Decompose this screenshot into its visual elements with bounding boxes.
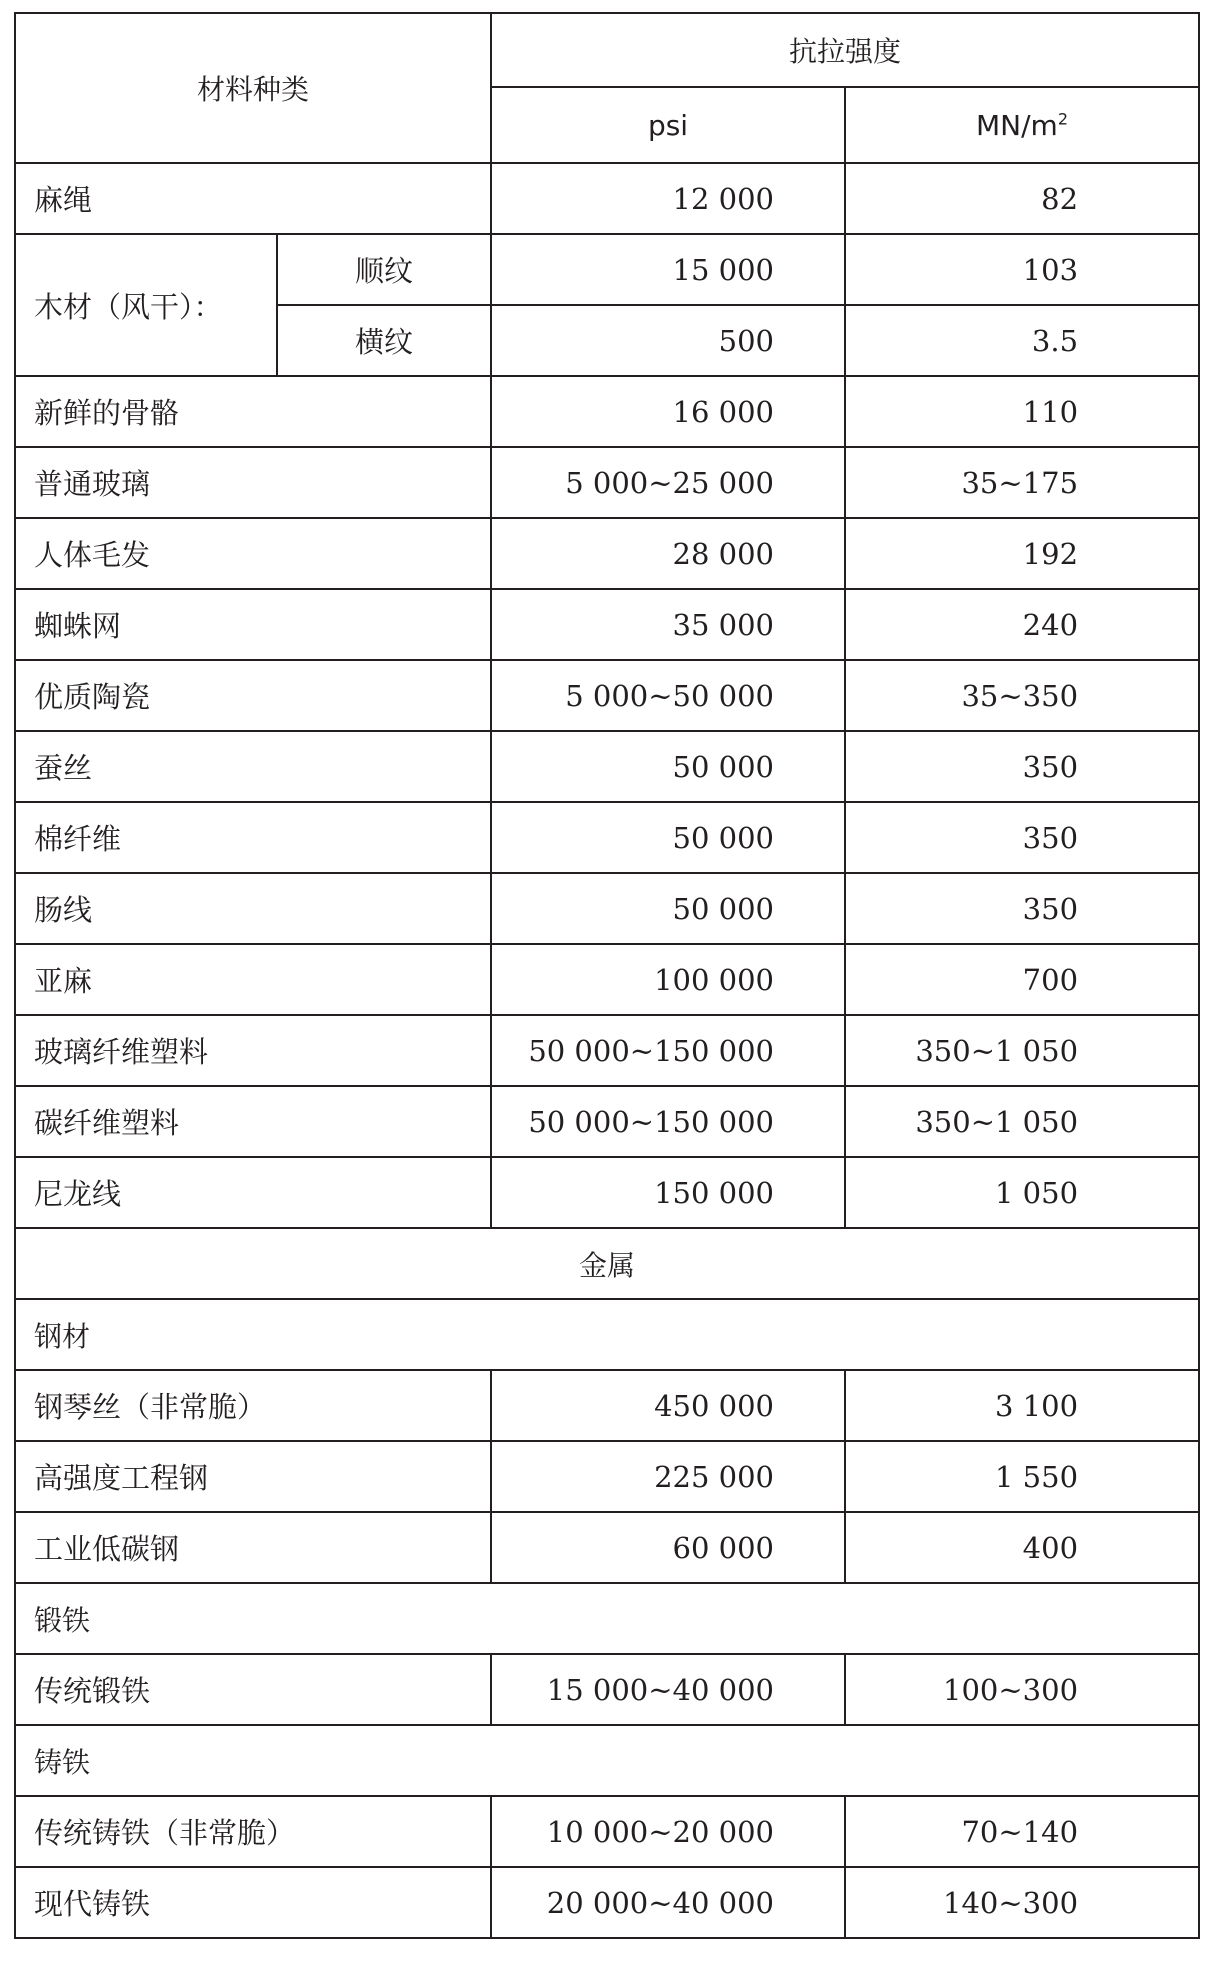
material-row: [15, 1015, 1199, 1086]
psi-value: 5 000~25 000: [491, 447, 845, 518]
psi-value: 16 000: [491, 376, 845, 447]
mn-value: 110: [845, 376, 1199, 447]
material-name: 新鲜的骨骼: [15, 376, 491, 447]
mn-value: 103: [845, 234, 1199, 305]
psi-value: 35 000: [491, 589, 845, 660]
header-row-1: [15, 13, 1199, 87]
mn-value: 3.5: [845, 305, 1199, 376]
psi-value: 15 000: [491, 234, 845, 305]
psi-value: 50 000~150 000: [491, 1086, 845, 1157]
mn-unit-exponent: 2: [1057, 109, 1069, 129]
material-name: 麻绳: [15, 163, 491, 234]
mn-value: 350~1 050: [845, 1015, 1199, 1086]
mn-value: 100~300: [845, 1654, 1199, 1725]
material-row: [15, 1654, 1199, 1725]
material-name: 钢琴丝（非常脆）: [15, 1370, 491, 1441]
metal-subgroup-row: [15, 1299, 1199, 1370]
material-row: [15, 447, 1199, 518]
mn-value: 350: [845, 802, 1199, 873]
material-row: [15, 518, 1199, 589]
material-name: 亚麻: [15, 944, 491, 1015]
material-row: [15, 660, 1199, 731]
material-row: [15, 163, 1199, 234]
material-name: 优质陶瓷: [15, 660, 491, 731]
psi-value: 500: [491, 305, 845, 376]
mn-value: 700: [845, 944, 1199, 1015]
psi-value: 225 000: [491, 1441, 845, 1512]
material-row: [15, 1086, 1199, 1157]
psi-value: 450 000: [491, 1370, 845, 1441]
material-row: [15, 873, 1199, 944]
psi-value: 15 000~40 000: [491, 1654, 845, 1725]
material-row: [15, 731, 1199, 802]
psi-value: 5 000~50 000: [491, 660, 845, 731]
mn-value: 350: [845, 873, 1199, 944]
material-name: 普通玻璃: [15, 447, 491, 518]
material-row: [15, 1867, 1199, 1938]
psi-value: 150 000: [491, 1157, 845, 1228]
tensile-strength-header: 抗拉强度: [491, 13, 1199, 87]
mn-value: 82: [845, 163, 1199, 234]
material-name: 高强度工程钢: [15, 1441, 491, 1512]
wood-material-name: 木材（风干）：: [15, 234, 277, 376]
material-name: 传统锻铁: [15, 1654, 491, 1725]
mn-value: 350: [845, 731, 1199, 802]
material-name: 肠线: [15, 873, 491, 944]
material-name: 工业低碳钢: [15, 1512, 491, 1583]
mn-value: 192: [845, 518, 1199, 589]
material-name: 棉纤维: [15, 802, 491, 873]
mn-value: 70~140: [845, 1796, 1199, 1867]
material-row: [15, 376, 1199, 447]
psi-value: 50 000: [491, 802, 845, 873]
mn-value: 350~1 050: [845, 1086, 1199, 1157]
mn-value: 1 050: [845, 1157, 1199, 1228]
material-name: 蚕丝: [15, 731, 491, 802]
material-name: 传统铸铁（非常脆）: [15, 1796, 491, 1867]
material-name: 尼龙线: [15, 1157, 491, 1228]
mn-value: 400: [845, 1512, 1199, 1583]
metal-subgroup-row: [15, 1583, 1199, 1654]
psi-value: 100 000: [491, 944, 845, 1015]
material-name: 玻璃纤维塑料: [15, 1015, 491, 1086]
psi-value: 28 000: [491, 518, 845, 589]
metal-subgroup-row: [15, 1725, 1199, 1796]
psi-value: 20 000~40 000: [491, 1867, 845, 1938]
psi-unit-header: psi: [491, 87, 845, 163]
psi-value: 50 000~150 000: [491, 1015, 845, 1086]
wood-grain-direction: 横纹: [277, 305, 491, 376]
wood-row: [15, 234, 1199, 305]
mn-value: 1 550: [845, 1441, 1199, 1512]
mn-unit-header: [845, 87, 1199, 163]
mn-value: 140~300: [845, 1867, 1199, 1938]
metal-subgroup-label: 铸铁: [15, 1725, 1199, 1796]
psi-value: 50 000: [491, 873, 845, 944]
psi-value: 12 000: [491, 163, 845, 234]
material-row: [15, 1441, 1199, 1512]
mn-value: 35~350: [845, 660, 1199, 731]
material-row: [15, 802, 1199, 873]
material-type-header: 材料种类: [15, 13, 491, 163]
material-row: [15, 1796, 1199, 1867]
tensile-strength-table-container: [14, 12, 1198, 1939]
psi-value: 60 000: [491, 1512, 845, 1583]
material-row: [15, 1512, 1199, 1583]
mn-value: 240: [845, 589, 1199, 660]
metals-section-row: [15, 1228, 1199, 1299]
psi-value: 50 000: [491, 731, 845, 802]
mn-unit-text: MN/m: [976, 108, 1058, 142]
metals-section-label: 金属: [15, 1228, 1199, 1299]
material-row: [15, 944, 1199, 1015]
mn-value: 3 100: [845, 1370, 1199, 1441]
metal-subgroup-label: 锻铁: [15, 1583, 1199, 1654]
metal-subgroup-label: 钢材: [15, 1299, 1199, 1370]
material-name: 现代铸铁: [15, 1867, 491, 1938]
material-row: [15, 1370, 1199, 1441]
material-row: [15, 589, 1199, 660]
material-name: 碳纤维塑料: [15, 1086, 491, 1157]
mn-value: 35~175: [845, 447, 1199, 518]
wood-grain-direction: 顺纹: [277, 234, 491, 305]
psi-value: 10 000~20 000: [491, 1796, 845, 1867]
material-name: 蜘蛛网: [15, 589, 491, 660]
tensile-strength-table: [14, 12, 1200, 1939]
material-name: 人体毛发: [15, 518, 491, 589]
table-body: [15, 13, 1199, 1938]
material-row: [15, 1157, 1199, 1228]
